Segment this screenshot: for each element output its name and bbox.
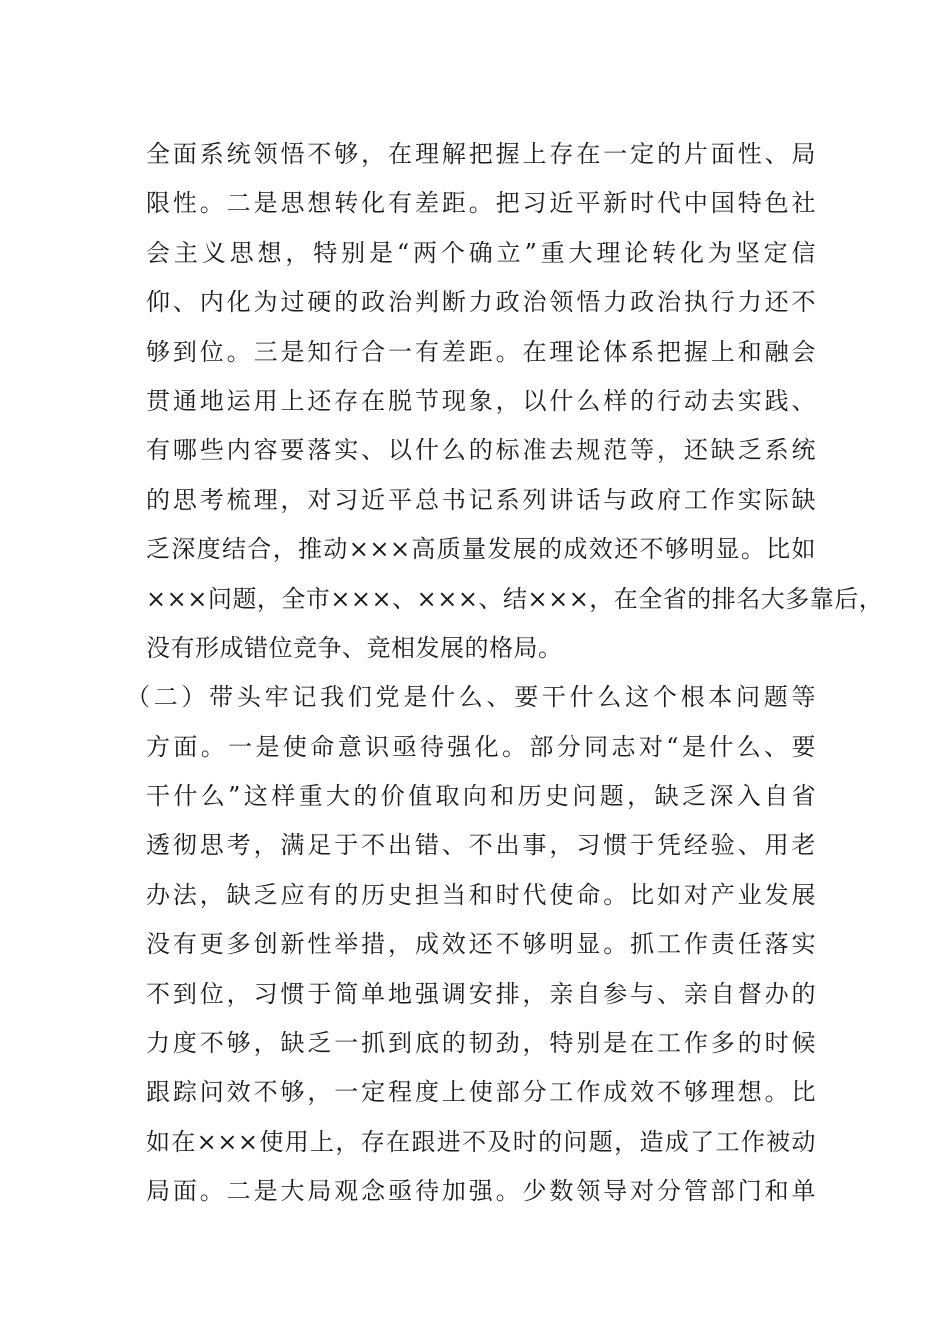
text-line-10: ×××问题，全市×××、×××、结×××，在全省的排名大多靠后， bbox=[146, 584, 884, 613]
text-line-15: 透彻思考，满足于不出错、不出事，习惯于凭经验、用老 bbox=[146, 831, 816, 860]
text-line-3: 会主义思想，特别是“两个确立”重大理论转化为坚定信 bbox=[146, 238, 816, 267]
section-heading-2: （二）带头牢记我们党是什么、要干什么这个根本问题等 bbox=[126, 683, 816, 712]
text-line-19: 力度不够，缺乏一抓到底的韧劲，特别是在工作多的时候 bbox=[146, 1029, 816, 1058]
text-line-16: 办法，缺乏应有的历史担当和时代使命。比如对产业发展 bbox=[146, 880, 816, 909]
text-line-6: 贯通地运用上还存在脱节现象，以什么样的行动去实践、 bbox=[146, 386, 816, 415]
text-line-13: 方面。一是使命意识亟待强化。部分同志对“是什么、要 bbox=[146, 732, 816, 761]
document-body bbox=[126, 130, 884, 1217]
text-line-1: 全面系统领悟不够，在理解把握上存在一定的片面性、局 bbox=[146, 140, 816, 168]
text-line-14: 干什么”这样重大的价值取向和历史问题，缺乏深入自省 bbox=[146, 782, 816, 811]
text-line-21: 如在×××使用上，存在跟进不及时的问题，造成了工作被动 bbox=[146, 1127, 816, 1156]
text-line-9: 乏深度结合，推动×××高质量发展的成效还不够明显。比如 bbox=[146, 535, 816, 564]
text-line-7: 有哪些内容要落实、以什么的标准去规范等，还缺乏系统 bbox=[146, 436, 816, 465]
text-line-5: 够到位。三是知行合一有差距。在理论体系把握上和融会 bbox=[146, 337, 816, 366]
text-line-18: 不到位，习惯于简单地强调安排，亲自参与、亲自督办的 bbox=[146, 979, 816, 1008]
text-line-2: 限性。二是思想转化有差距。把习近平新时代中国特色社 bbox=[146, 189, 816, 218]
text-line-8: 的思考梳理，对习近平总书记系列讲话与政府工作实际缺 bbox=[146, 485, 816, 514]
text-line-22: 局面。二是大局观念亟待加强。少数领导对分管部门和单 bbox=[146, 1177, 816, 1206]
text-line-11: 没有形成错位竞争、竞相发展的格局。 bbox=[146, 633, 563, 662]
text-line-20: 跟踪问效不够，一定程度上使部分工作成效不够理想。比 bbox=[146, 1078, 816, 1107]
text-line-4: 仰、内化为过硬的政治判断力政治领悟力政治执行力还不 bbox=[146, 288, 816, 317]
text-line-17: 没有更多创新性举措，成效还不够明显。抓工作责任落实 bbox=[146, 930, 816, 959]
